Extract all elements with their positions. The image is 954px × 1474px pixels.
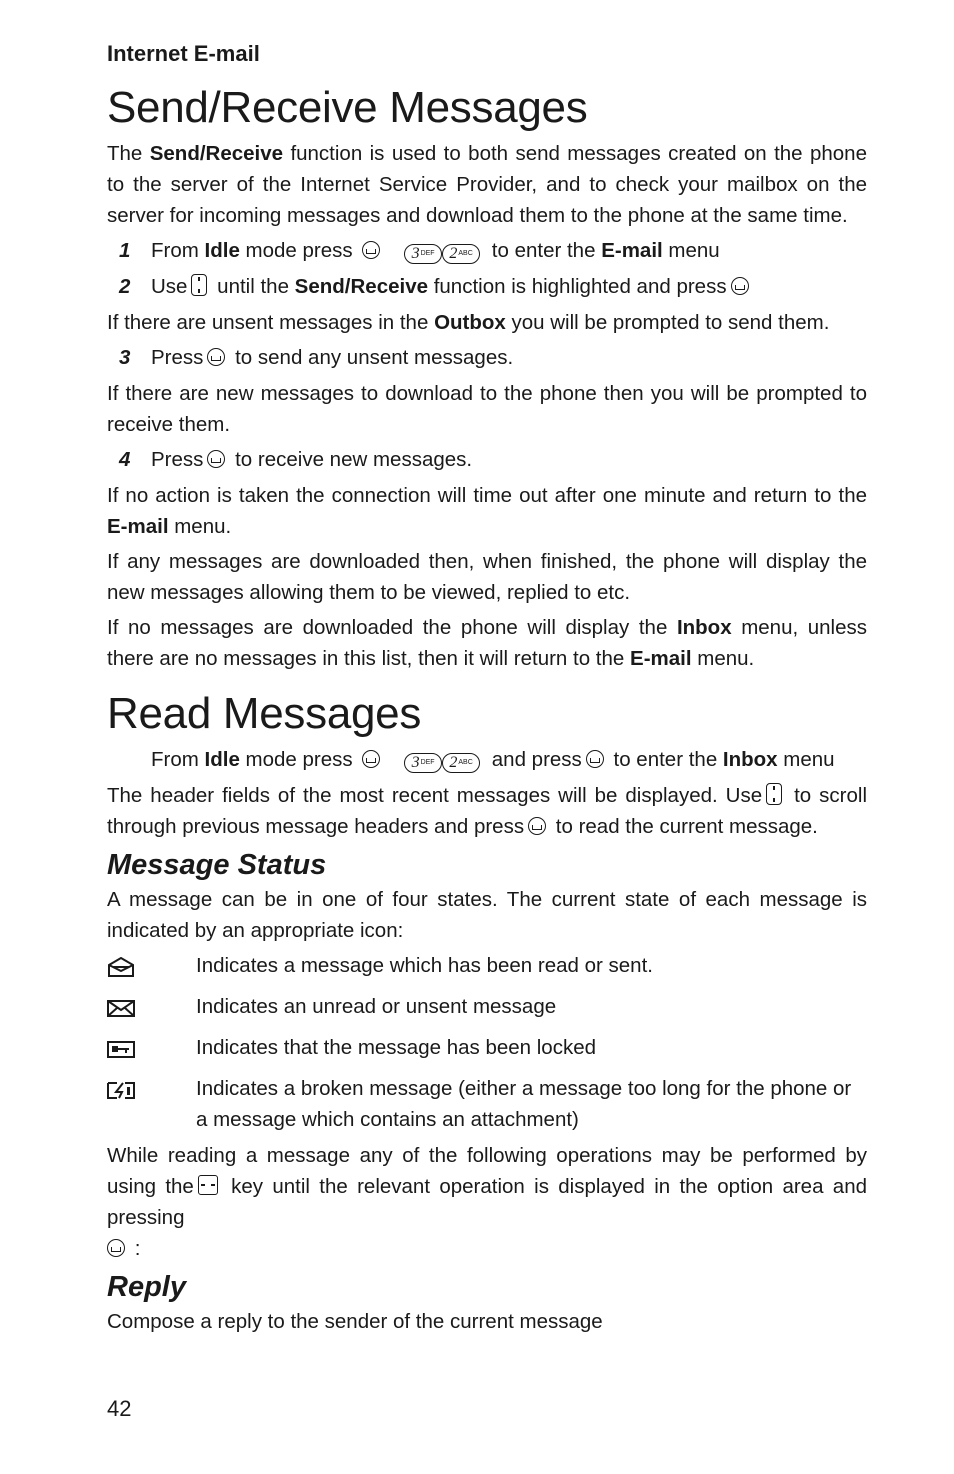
step-2: 2 Use until the Send/Receive function is highlighted and press bbox=[107, 271, 867, 302]
select-button-icon bbox=[207, 450, 225, 468]
key-sequence bbox=[404, 239, 480, 262]
page-number: 42 bbox=[107, 1396, 132, 1421]
read-envelope-icon bbox=[107, 957, 135, 977]
select-button-icon bbox=[528, 817, 546, 835]
select-button-icon bbox=[362, 241, 380, 259]
operations-note: While reading a message any of the following operations may be performed by using the key until the relevant operation is displayed in the option area and pressing : bbox=[107, 1144, 867, 1260]
scroll-key-icon bbox=[766, 783, 782, 805]
step-3: 3 Press to send any unsent messages. bbox=[119, 346, 514, 369]
key-2-icon: 2 ABC bbox=[442, 753, 480, 773]
key-3-icon: 3 DEF bbox=[404, 753, 442, 773]
unread-envelope-icon bbox=[107, 998, 135, 1018]
manual-page bbox=[107, 40, 867, 1341]
read-messages-title: Read Messages bbox=[107, 689, 422, 738]
status-row-read: Indicates a message which has been read or sent. bbox=[107, 950, 867, 986]
select-button-icon bbox=[731, 277, 749, 295]
side-key-icon bbox=[198, 1175, 218, 1195]
select-button-icon bbox=[586, 750, 604, 768]
send-receive-title: Send/Receive Messages bbox=[107, 83, 588, 132]
key-2-icon: 2 ABC bbox=[442, 244, 480, 264]
outbox-note: If there are unsent messages in the Outbox you will be prompted to send them. bbox=[107, 311, 830, 334]
select-button-icon bbox=[107, 1239, 125, 1257]
read-step: From Idle mode press 3 DEF 2 ABC and press to enter the Inbox menu bbox=[151, 748, 835, 771]
select-button-icon bbox=[207, 348, 225, 366]
key-3-icon: 3 DEF bbox=[404, 244, 442, 264]
section-header: Internet E-mail bbox=[107, 41, 260, 66]
reply-text: Compose a reply to the sender of the current message bbox=[107, 1310, 603, 1333]
select-button-icon bbox=[362, 750, 380, 768]
key-sequence bbox=[404, 748, 480, 771]
message-status-intro: A message can be in one of four states. The current state of each message is indicated by an appropriate icon: bbox=[107, 888, 867, 942]
downloaded-note: If any messages are downloaded then, when finished, the phone will display the new messages allowing them to be viewed, replied to etc. bbox=[107, 550, 867, 604]
step-4: 4 Press to receive new messages. bbox=[119, 448, 473, 471]
scroll-key-icon bbox=[191, 274, 207, 296]
step-1: 1 From Idle mode press 3 DEF 2 ABC to enter the E-mail menu bbox=[119, 239, 720, 262]
send-receive-intro: The Send/Receive function is used to both send messages created on the phone to the server of the Internet Service Provider, and to check your mailbox on the server for incoming messages and download them to the phone at the same time. bbox=[107, 142, 867, 227]
message-status-title: Message Status bbox=[107, 849, 327, 881]
reply-title: Reply bbox=[107, 1271, 186, 1303]
header-fields-note: The header fields of the most recent messages will be displayed. Use to scroll through previous message headers and press to read the current message. bbox=[107, 784, 868, 838]
locked-key-icon bbox=[107, 1039, 135, 1059]
status-row-locked: Indicates that the message has been locked bbox=[107, 1032, 867, 1068]
status-row-unread: Indicates an unread or unsent message bbox=[107, 991, 867, 1027]
status-row-broken: Indicates a broken message (either a message too long for the phone or a message which contains an attachment) bbox=[107, 1073, 867, 1135]
timeout-note: If no action is taken the connection will time out after one minute and return to the E-mail menu. bbox=[107, 484, 867, 538]
download-note: If there are new messages to download to the phone then you will be prompted to receive them. bbox=[107, 382, 867, 436]
inbox-note: If no messages are downloaded the phone will display the Inbox menu, unless there are no messages in this list, then it will return to the E-mail menu. bbox=[107, 616, 868, 670]
broken-message-icon bbox=[107, 1080, 135, 1100]
